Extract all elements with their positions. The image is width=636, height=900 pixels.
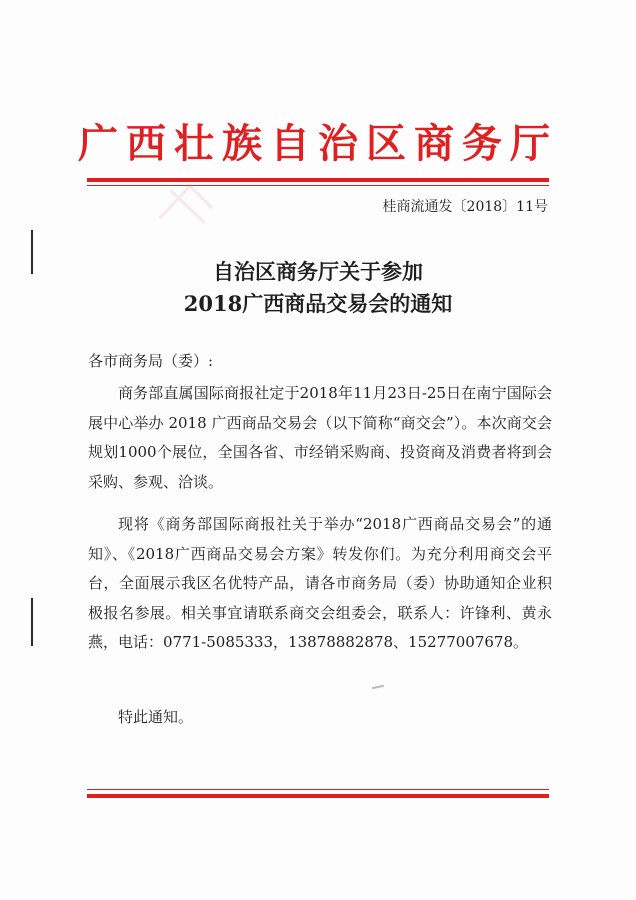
masthead-title: 广西壮族自治区商务厅 [78, 120, 558, 167]
body-paragraph-1: 商务部直属国际商报社定于2018年11月23日-25日在南宁国际会展中心举办 2018 广西商品交易会（以下简称“商交会”）。本次商交会规划1000个展位，全国各省、市经销采购商、投资商及消费者将到会采购、参观、洽谈。 [88, 384, 552, 491]
closing-remark: 特此通知。 [118, 708, 194, 726]
notice-title-line2: 2018广西商品交易会的通知 [183, 291, 453, 316]
notice-title-line1: 自治区商务厅关于参加 [213, 259, 423, 284]
document-number: 桂商流通发〔2018〕11号 [382, 199, 548, 215]
scan-smudge [372, 685, 384, 689]
footer-rule-thick [87, 794, 549, 798]
body-paragraph-2: 现将《商务部国际商报社关于举办“2018广西商品交易会”的通知》、《2018广西商品交易会方案》转发你们。为充分利用商交会平台，全面展示我区名优特产品，请各市商务局（委）协助通知企业积极报名参展。相关事宜请联系商交会组委会，联系人：许锋利、黄永燕，电话：0771-5085333，13878882878、15277007678。 [88, 515, 552, 651]
binding-mark-bottom [31, 598, 33, 646]
footer-rule-thin [87, 789, 549, 790]
salutation: 各市商务局（委）: [88, 352, 214, 370]
